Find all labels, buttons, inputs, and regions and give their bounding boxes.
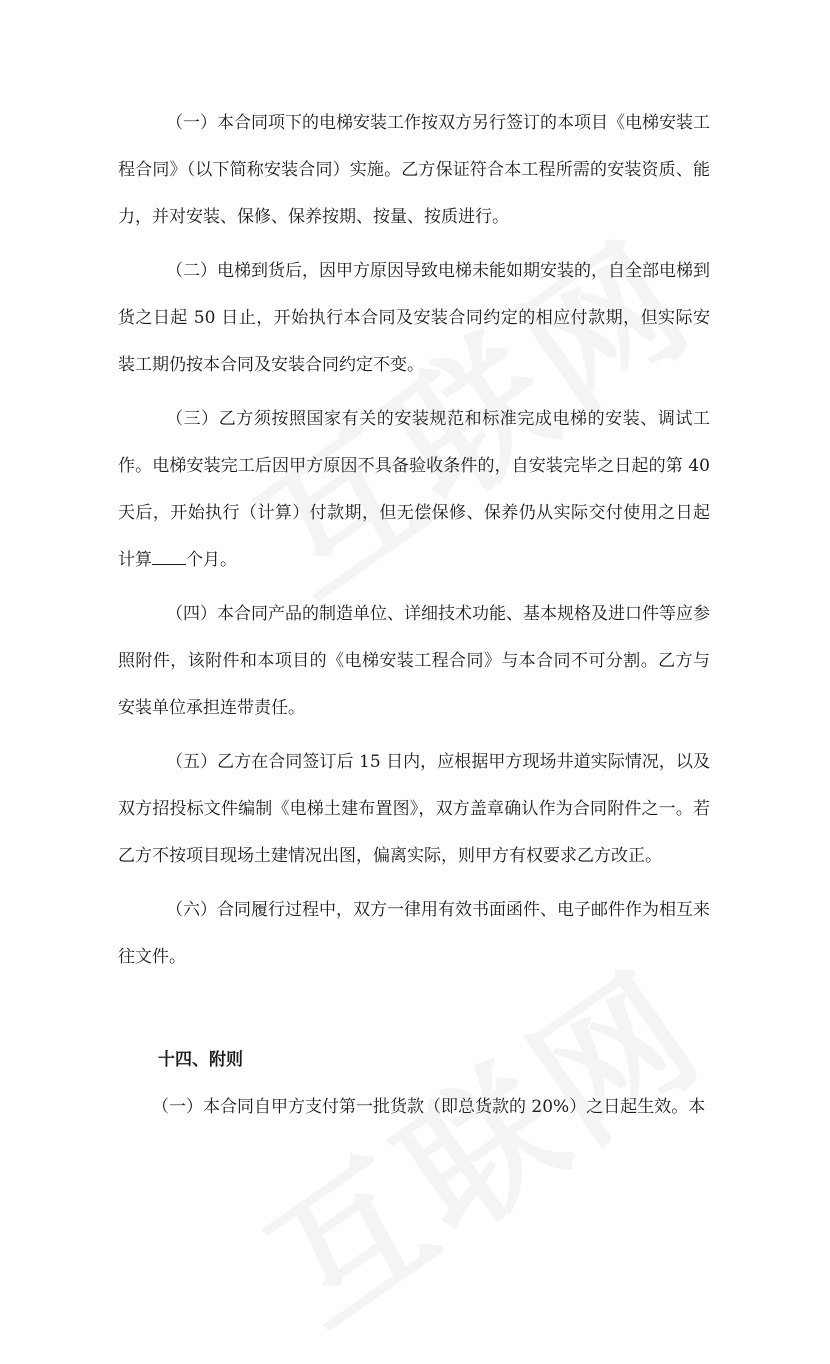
clause-paragraph-4: （四）本合同产品的制造单位、详细技术功能、基本规格及进口件等应参照附件，该附件和本项目的《电梯安装工程合同》与本合同不可分割。乙方与安装单位承担连带责任。 <box>118 604 710 718</box>
section-heading: 十四、附则 <box>158 1050 243 1070</box>
fill-in-blank <box>152 550 186 565</box>
clause-paragraph-3-text: （三）乙方须按照国家有关的安装规范和标准完成电梯的安装、调试工作。电梯安装完工后因甲方原因不具备验收条件的，自安装完毕之日起的第 40 天后，开始执行（计算）付款期，但无偿保修、保养仍从实际交付使用之日起计算 <box>118 409 710 570</box>
section-14-paragraph-1: （一）本合同自甲方支付第一批货款（即总货款的 20%）之日起生效。本 <box>152 1097 706 1117</box>
clause-paragraph-2: （二）电梯到货后，因甲方原因导致电梯未能如期安装的，自全部电梯到货之日起 50 日止，开始执行本合同及安装合同约定的相应付款期，但实际安装工期仍按本合同及安装合同约定不变。 <box>118 261 710 375</box>
document-body <box>118 100 710 1138</box>
clause-paragraph-3 <box>118 396 710 584</box>
clause-paragraph-3-tail: 个月。 <box>186 550 237 570</box>
clause-paragraph-1: （一）本合同项下的电梯安装工作按双方另行签订的本项目《电梯安装工程合同》（以下简称安装合同）实施。乙方保证符合本工程所需的安装资质、能力，并对安装、保修、保养按期、按量、按质进行。 <box>118 113 710 227</box>
clause-paragraph-6: （六）合同履行过程中，双方一律用有效书面函件、电子邮件作为相互来往文件。 <box>118 900 710 967</box>
clause-paragraph-5: （五）乙方在合同签订后 15 日内，应根据甲方现场井道实际情况，以及双方招投标文件编制《电梯土建布置图》，双方盖章确认作为合同附件之一。若乙方不按项目现场土建情况出图，偏离实际，则甲方有权要求乙方改正。 <box>118 752 710 866</box>
